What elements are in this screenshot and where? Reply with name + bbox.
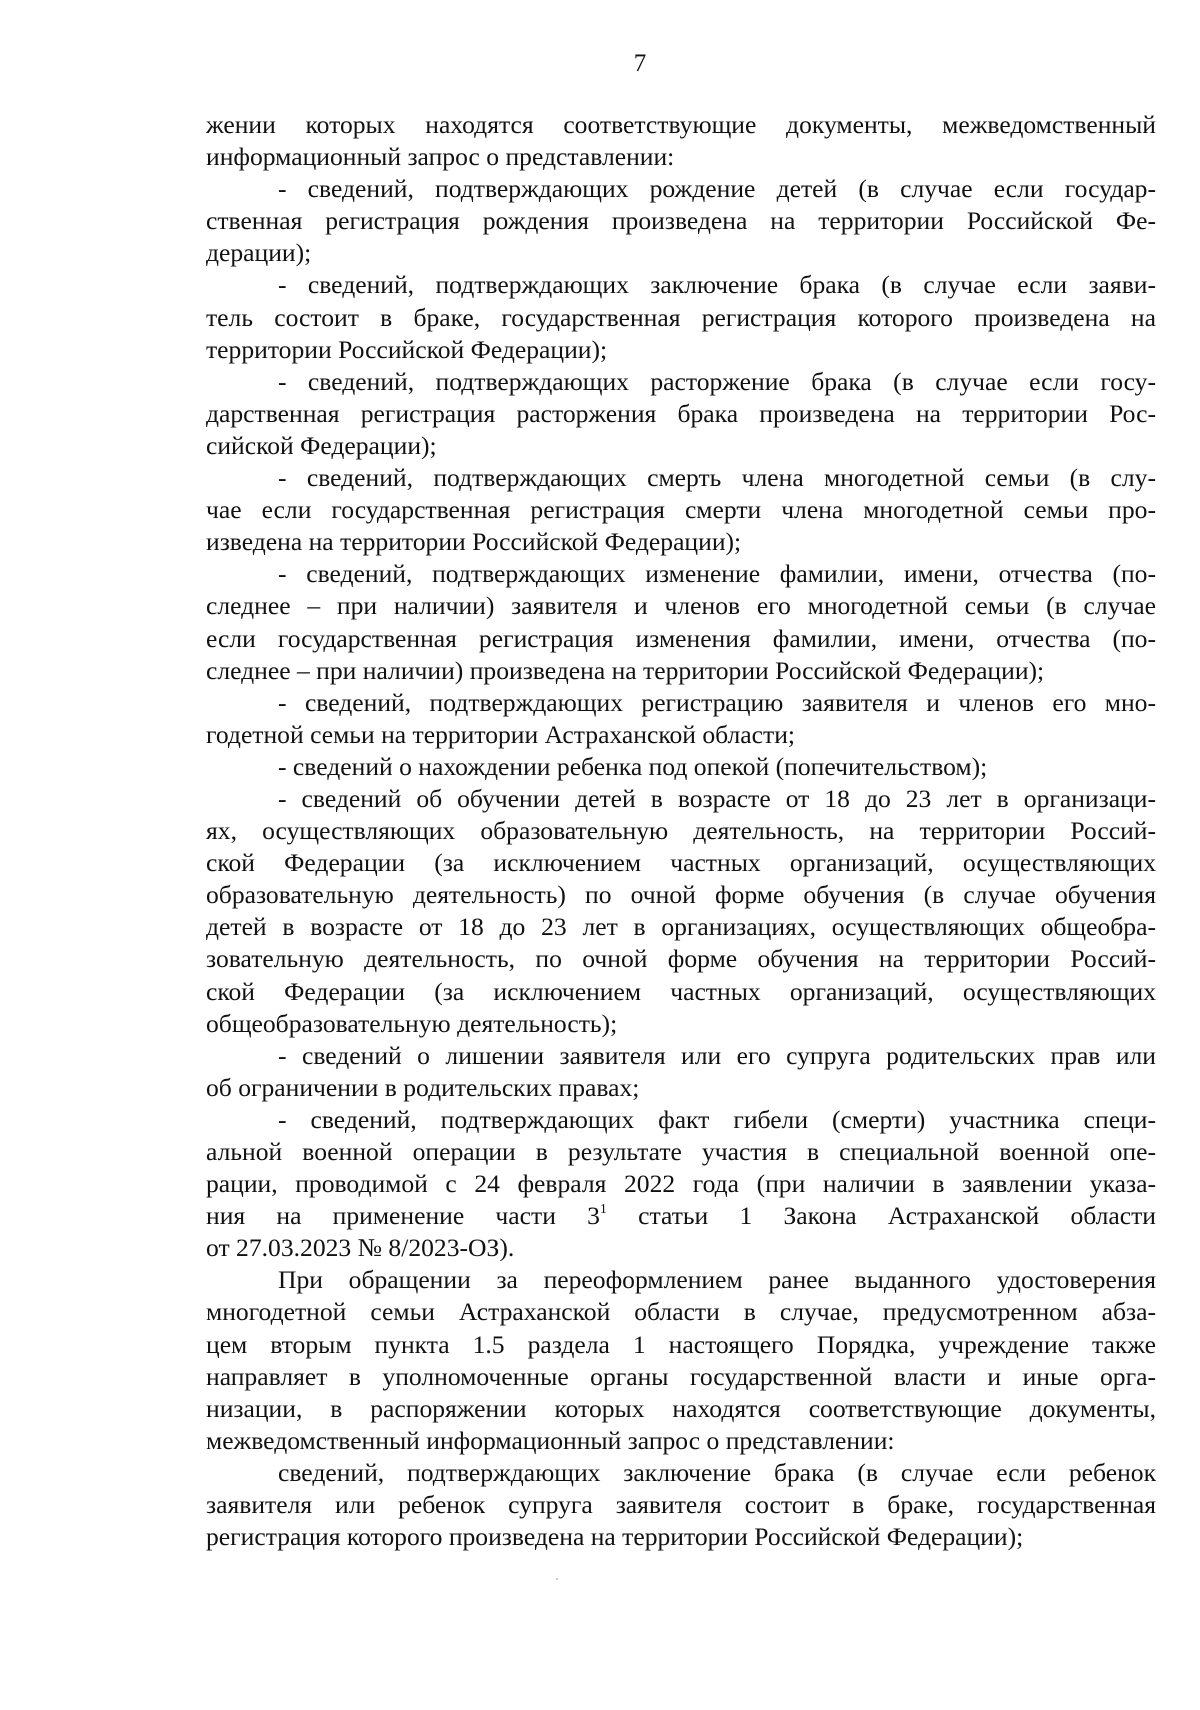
text-line: чае если государственная регистрация смерти члена многодетной семьи про- (206, 495, 1156, 525)
text-line: ния на применение части $3^1$ статьи 1 Закона Астраханской области (206, 1201, 1157, 1231)
paragraph (206, 1104, 1156, 1264)
text-line: - сведений, подтверждающих рождение детей (в случае если государ- (278, 174, 1156, 204)
text-line: изведена на территории Российской Федерации); (206, 527, 742, 557)
text-line: детей в возрасте от 18 до 23 лет в организациях, осуществляющих общеобра- (206, 912, 1156, 942)
text-line: - сведений об обучении детей в возрасте от 18 до 23 лет в организаци- (278, 783, 1156, 813)
superscript: 1 (599, 1201, 607, 1217)
text-line: многодетной семьи Астраханской области в случае, предусмотренном абза- (206, 1297, 1156, 1327)
text-line: сведений, подтверждающих заключение брака (в случае если ребенок (278, 1457, 1156, 1487)
page-number: 7 (633, 50, 647, 77)
paragraph (206, 173, 1156, 269)
text-line: ственная регистрация рождения произведена на территории Российской Фе- (206, 206, 1156, 236)
text-line: - сведений, подтверждающих расторжение брака (в случае если госу- (278, 366, 1156, 396)
text-line: дарственная регистрация расторжения брака произведена на территории Рос- (206, 398, 1156, 428)
text-line: от 27.03.2023 № 8/2023-ОЗ). (206, 1233, 515, 1263)
text-line: зовательную деятельность, по очной форме обучения на территории Россий- (206, 944, 1156, 974)
text-line: - сведений о лишении заявителя или его супруга родительских прав или (278, 1040, 1156, 1070)
paragraph (206, 1457, 1156, 1553)
text-line: ской Федерации (за исключением частных организаций, осуществляющих (206, 976, 1156, 1006)
text-line: - сведений, подтверждающих изменение фамилии, имени, отчества (по- (278, 559, 1156, 589)
paragraph (206, 687, 1156, 751)
paragraph (206, 109, 1156, 173)
text-line: При обращении за переоформлением ранее выданного удостоверения (278, 1265, 1156, 1295)
text-line: - сведений, подтверждающих факт гибели (смерти) участника специ- (278, 1104, 1156, 1134)
text-line: - сведений, подтверждающих смерть члена многодетной семьи (в слу- (278, 463, 1156, 493)
text-line: дерации); (206, 238, 312, 268)
text-line: регистрация которого произведена на территории Российской Федерации); (206, 1522, 1024, 1552)
paragraph (206, 783, 1156, 1040)
text-line: заявителя или ребенок супруга заявителя состоит в браке, государственная (206, 1490, 1156, 1520)
text-line: общеобразовательную деятельность); (206, 1008, 618, 1038)
text-line: ях, осуществляющих образовательную деятельность, на территории Россий- (206, 816, 1156, 846)
paragraph (206, 366, 1156, 462)
text-line: если государственная регистрация изменения фамилии, имени, отчества (по- (206, 623, 1156, 653)
text-line: цем вторым пункта 1.5 раздела 1 настоящего Порядка, учреждение также (206, 1329, 1156, 1359)
text-line: направляет в уполномоченные органы государственной власти и иные орга- (206, 1361, 1156, 1391)
text-line: межведомственный информационный запрос о представлении: (206, 1425, 895, 1455)
document-body (206, 109, 1156, 1553)
paragraph (206, 1264, 1156, 1457)
text-line: - сведений о нахождении ребенка под опекой (попечительством); (278, 751, 988, 781)
text-line: альной военной операции в результате участия в специальной военной опе- (206, 1137, 1156, 1166)
text-line: следнее – при наличии) заявителя и членов его многодетной семьи (в случае (206, 591, 1156, 621)
text-line: низации, в распоряжении которых находятся соответствующие документы, (206, 1393, 1156, 1423)
scan-speck (556, 1578, 558, 1580)
text-line: ской Федерации (за исключением частных организаций, осуществляющих (206, 848, 1156, 878)
text-line: сийской Федерации); (206, 430, 437, 460)
paragraph (206, 751, 1156, 783)
paragraph (206, 269, 1156, 365)
text-line: об ограничении в родительских правах; (206, 1072, 640, 1102)
text-line: информационный запрос о представлении: (206, 142, 675, 172)
text-line: следнее – при наличии) произведена на территории Российской Федерации); (206, 655, 1045, 685)
text-line: территории Российской Федерации); (206, 334, 608, 364)
text-line: тель состоит в браке, государственная регистрация которого произведена на (206, 302, 1156, 332)
text-line: - сведений, подтверждающих заключение брака (в случае если заяви- (278, 270, 1156, 300)
text-line: рации, проводимой с 24 февраля 2022 года (при наличии в заявлении указа- (206, 1169, 1156, 1199)
text-line: жении которых находятся соответствующие документы, межведомственный (206, 110, 1156, 139)
text-line: образовательную деятельность) по очной форме обучения (в случае обучения (206, 880, 1156, 910)
text-line: годетной семьи на территории Астраханской области; (206, 719, 796, 749)
paragraph (206, 1040, 1156, 1104)
paragraph (206, 558, 1156, 686)
text-line: - сведений, подтверждающих регистрацию заявителя и членов его мно- (278, 687, 1156, 717)
paragraph (206, 462, 1156, 558)
